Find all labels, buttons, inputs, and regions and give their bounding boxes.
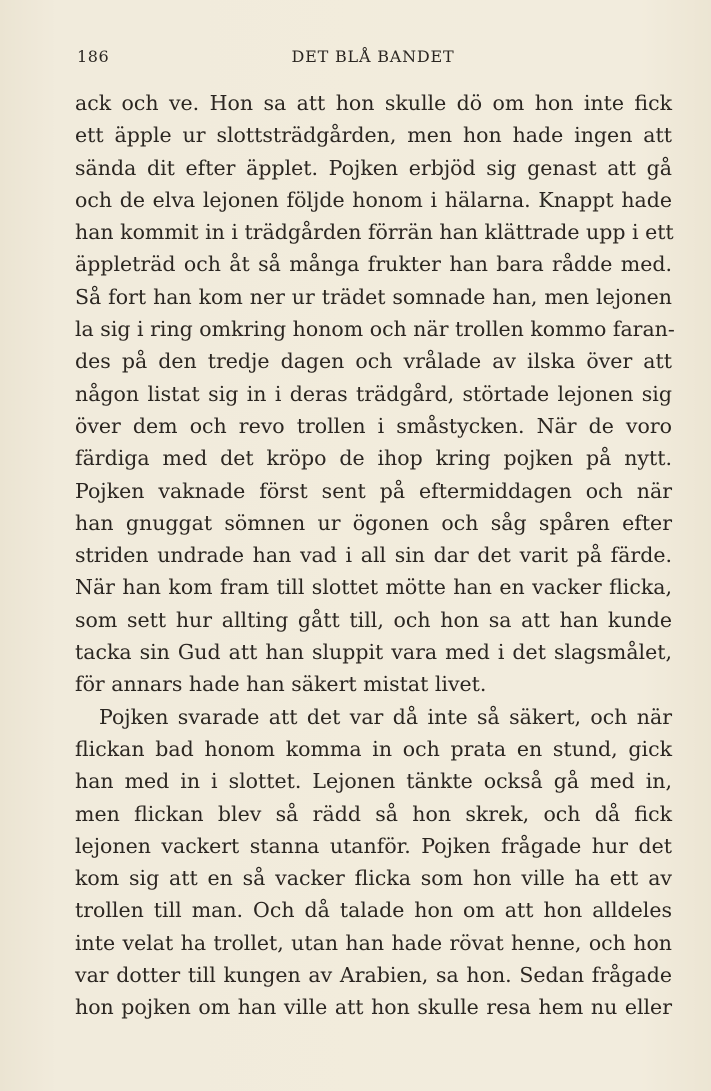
text-line: sända dit efter äpplet. Pojken erbjöd sig genast att gå [75,155,672,180]
text-line: hon pojken om han ville att hon skulle resa hem nu eller [75,995,672,1020]
text-line: lejonen vackert stanna utanför. Pojken frågade hur det [75,833,672,858]
text-line: trollen till man. Och då talade hon om att hon alldeles [75,898,672,923]
text-line: han gnuggat sömnen ur ögonen och såg spåren efter [75,510,672,535]
text-line: äppleträd och åt så många frukter han bara rådde med. [75,252,672,277]
text-line: flickan bad honom komma in och prata en stund, gick [75,736,672,761]
text-line: des på den tredje dagen och vrålade av ilska över att [75,349,672,374]
text-line: var dotter till kungen av Arabien, sa hon. Sedan frågade [75,963,672,988]
text-line: ack och ve. Hon sa att hon skulle dö om hon inte fick [75,91,672,115]
text-line: och de elva lejonen följde honom i hälarna. Knappt hade [75,187,672,212]
text-line: tacka sin Gud att han sluppit vara med i det slagsmålet, [75,640,672,665]
text-line: över dem och revo trollen i småstycken. När de voro [75,413,672,438]
text-line: striden undrade han vad i all sin dar det varit på färde. [75,543,672,568]
text-line: När han kom fram till slottet mötte han en vacker flicka, [75,575,672,600]
text-line: Pojken vaknade först sent på eftermiddagen och när [75,478,672,503]
text-line: kom sig att en så vacker flicka som hon ville ha ett av [75,866,672,891]
page-number: 186 [77,47,110,66]
text-line: inte velat ha trollet, utan han hade rövat henne, och hon [75,930,672,955]
text-line: men flickan blev så rädd så hon skrek, och då fick [75,801,672,826]
text-line: Så fort han kom ner ur trädet somnade han, men lejonen [75,284,672,309]
text-line: någon listat sig in i deras trädgård, störtade lejonen sig [75,381,672,406]
text-line: han med in i slottet. Lejonen tänkte också gå med in, [75,769,672,794]
text-line: som sett hur allting gått till, och hon sa att han kunde [75,607,672,632]
text-line: för annars hade han säkert mistat livet. [75,672,487,697]
running-head: DET BLÅ BANDET [291,47,455,66]
page-header [77,47,669,73]
text-line: färdiga med det kröpo de ihop kring pojken på nytt. [75,446,672,471]
body-text [75,87,675,1024]
text-line: ett äpple ur slottsträdgården, men hon hade ingen att [75,123,672,148]
text-line: han kommit in i trädgården förrän han klättrade upp i ett [75,220,674,245]
text-line: Pojken svarade att det var då inte så säkert, och när [99,704,672,729]
text-line: la sig i ring omkring honom och när trollen kommo faran- [75,317,675,342]
